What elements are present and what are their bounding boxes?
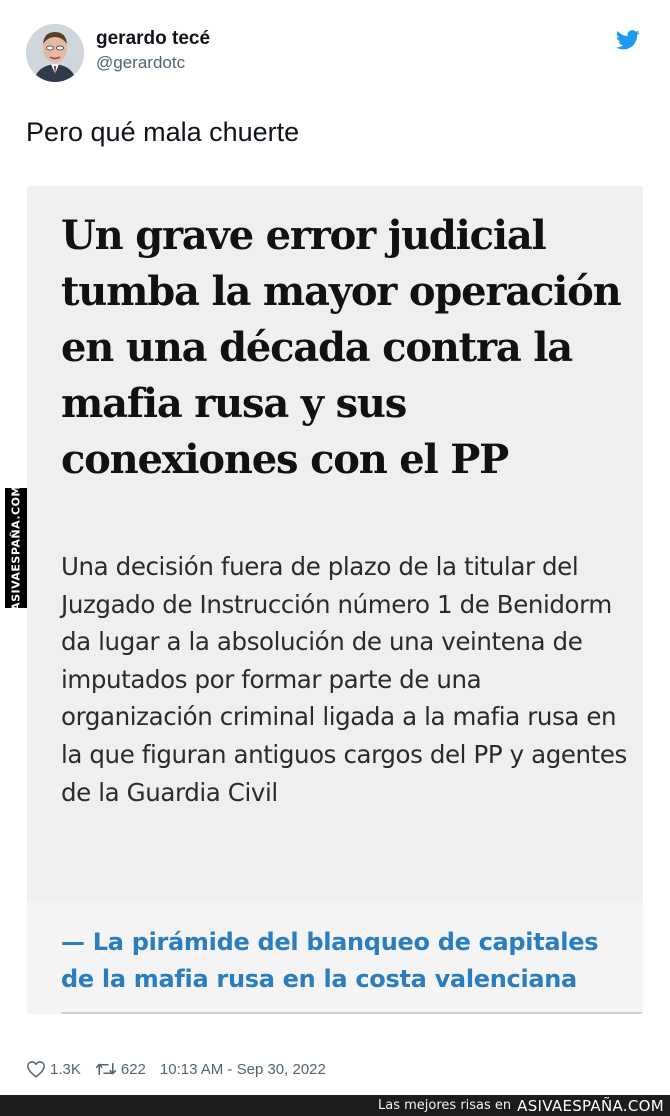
like-stat[interactable] xyxy=(26,1060,81,1078)
like-count: 1.3K xyxy=(50,1060,81,1078)
timestamp-text: 10:13 AM - Sep 30, 2022 xyxy=(159,1060,326,1078)
author-handle[interactable]: @gerardotc xyxy=(96,53,186,72)
retweet-icon xyxy=(95,1060,117,1078)
related-article-box xyxy=(27,902,643,1014)
heart-icon xyxy=(26,1060,46,1078)
retweet-stat[interactable] xyxy=(95,1060,146,1078)
side-watermark-text: ASIVAESPAÑA.COM xyxy=(9,485,23,611)
divider xyxy=(61,1012,643,1014)
tweet-text: Pero qué mala chuerte xyxy=(26,117,300,147)
article-screenshot xyxy=(27,186,643,898)
banner-brand-text[interactable]: ASIVAESPAÑA.COM xyxy=(517,1096,664,1115)
tweet-footer xyxy=(26,1058,340,1080)
twitter-bird-icon[interactable] xyxy=(616,30,640,50)
side-watermark xyxy=(5,485,27,611)
retweet-count: 622 xyxy=(120,1060,146,1078)
banner-lead-text: Las mejores risas en xyxy=(378,1098,512,1113)
tweet-header xyxy=(26,24,646,88)
bottom-watermark-banner xyxy=(0,1095,670,1116)
author-display-name[interactable]: gerardo tecé xyxy=(96,28,211,49)
avatar[interactable] xyxy=(26,24,84,82)
tweet-media-image[interactable] xyxy=(27,186,643,1014)
related-article-link: — La pirámide del blanqueo de capitales de la mafia rusa en la costa valenciana xyxy=(61,928,599,993)
article-subhead: Una decisión fuera de plazo de la titular del Juzgado de Instrucción número 1 de Benidorm da lugar a la absolución de una veintena de imputados por formar parte de una organización criminal ligada a la mafia rusa en la que figuran antiguos cargos del PP y agentes de la Guardia Civil xyxy=(61,552,627,807)
article-headline: Un grave error judicial tumba la mayor operación en una década contra la mafia rusa y sus conexiones con el PP xyxy=(61,212,621,483)
tweet-timestamp[interactable] xyxy=(160,1061,326,1078)
